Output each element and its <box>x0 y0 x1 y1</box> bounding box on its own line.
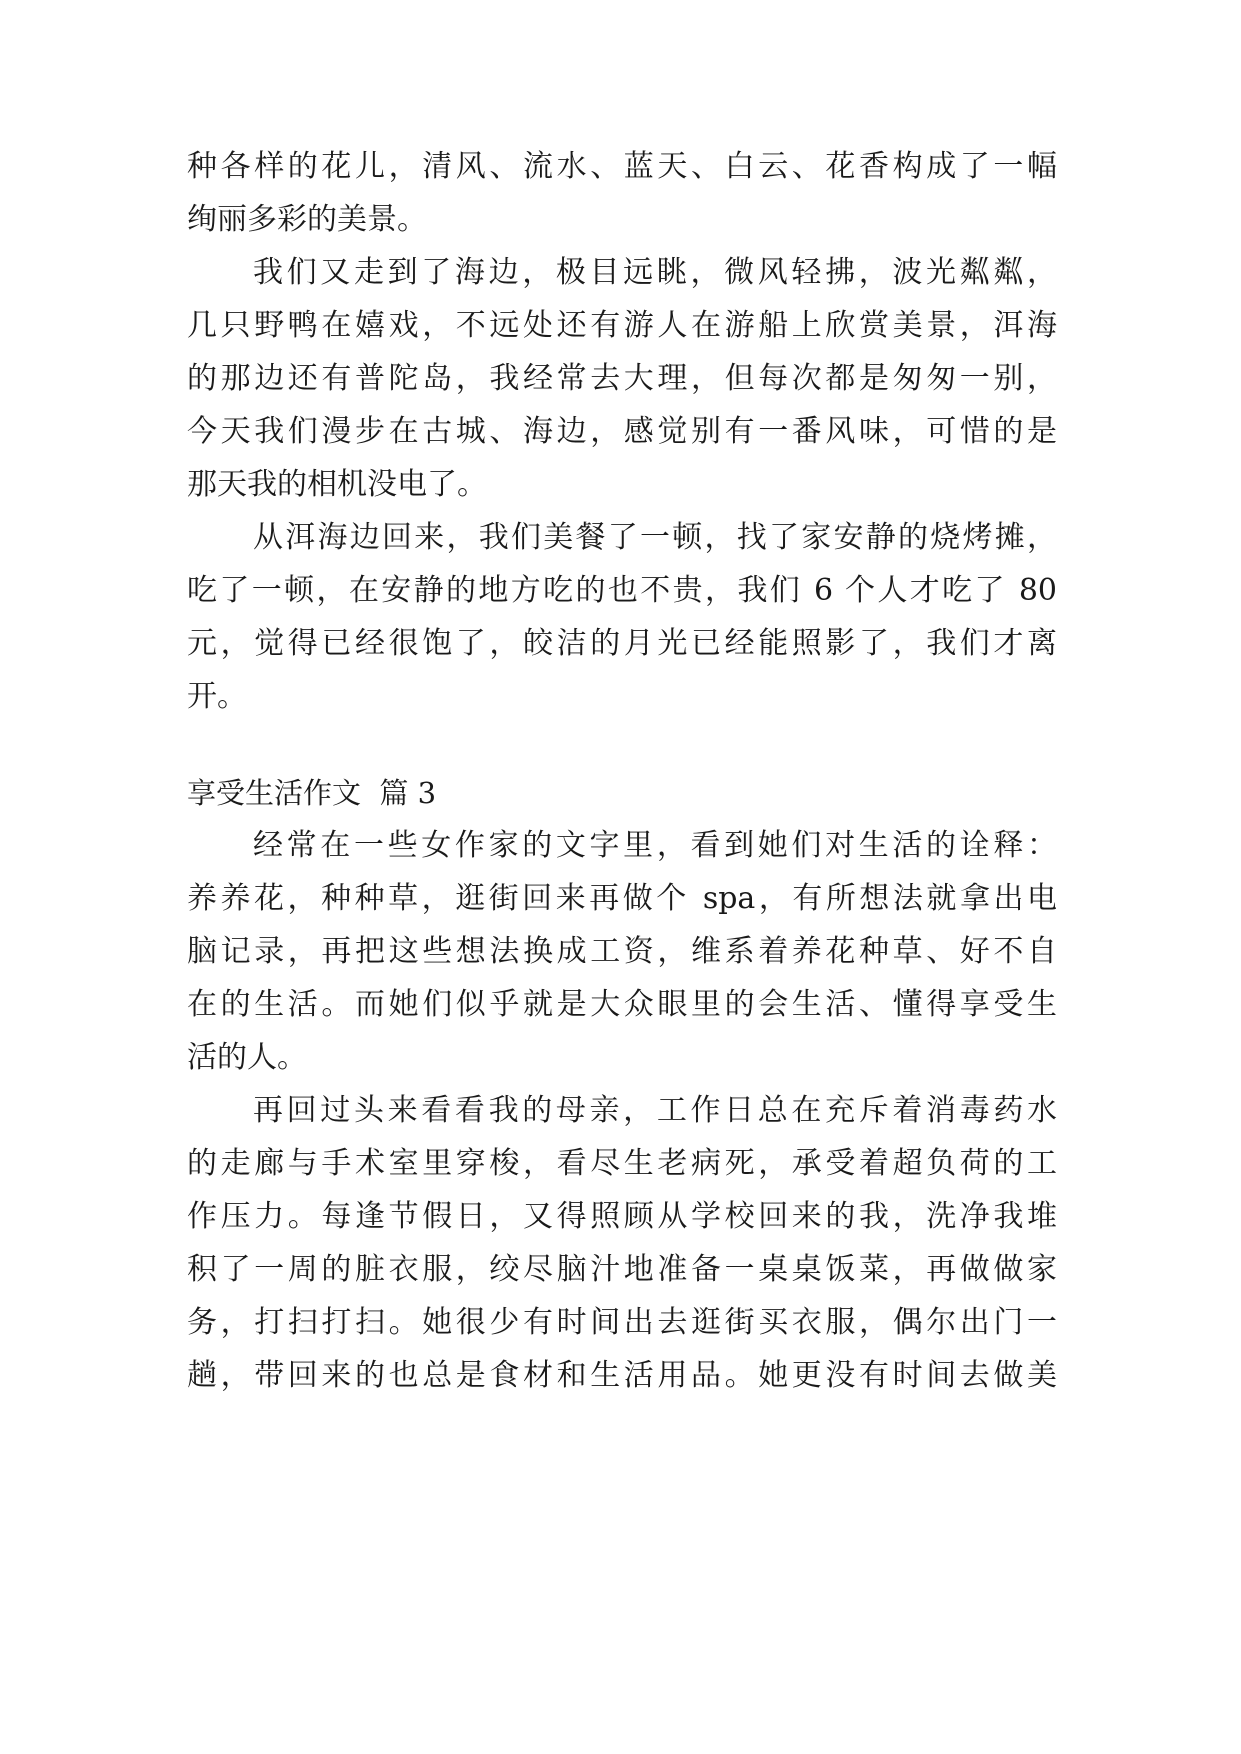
paragraph-line: 务，打扫打扫。她很少有时间出去逛街买衣服，偶尔出门一 <box>187 1305 1057 1340</box>
paragraph-line: 从洱海边回来，我们美餐了一顿，找了家安静的烧烤摊， <box>253 520 1057 555</box>
paragraph-line: 的那边还有普陀岛，我经常去大理，但每次都是匆匆一别， <box>187 361 1057 396</box>
section-heading: 享受生活作文 篇 3 <box>187 776 437 810</box>
paragraph-line: 趟，带回来的也总是食材和生活用品。她更没有时间去做美 <box>187 1358 1057 1393</box>
paragraph-line: 元，觉得已经很饱了，皎洁的月光已经能照影了，我们才离 <box>187 626 1057 661</box>
paragraph-line: 绚丽多彩的美景。 <box>187 202 427 237</box>
paragraph-line: 的走廊与手术室里穿梭，看尽生老病死，承受着超负荷的工 <box>187 1146 1057 1181</box>
paragraph-line: 在的生活。而她们似乎就是大众眼里的会生活、懂得享受生 <box>187 987 1057 1022</box>
paragraph-line: 脑记录，再把这些想法换成工资，维系着养花种草、好不自 <box>187 934 1057 969</box>
paragraph-line: 今天我们漫步在古城、海边，感觉别有一番风味，可惜的是 <box>187 414 1057 449</box>
paragraph-line: 几只野鸭在嬉戏，不远处还有游人在游船上欣赏美景，洱海 <box>187 308 1057 343</box>
paragraph-line: 那天我的相机没电了。 <box>187 467 487 502</box>
paragraph-line: 养养花，种种草，逛街回来再做个 spa，有所想法就拿出电 <box>187 881 1057 916</box>
paragraph-line: 再回过头来看看我的母亲，工作日总在充斥着消毒药水 <box>253 1093 1057 1128</box>
paragraph-line: 种各样的花儿，清风、流水、蓝天、白云、花香构成了一幅 <box>187 149 1057 184</box>
paragraph-line: 吃了一顿，在安静的地方吃的也不贵，我们 6 个人才吃了 80 <box>187 573 1057 608</box>
paragraph-line: 作压力。每逢节假日，又得照顾从学校回来的我，洗净我堆 <box>187 1199 1057 1234</box>
paragraph-line: 积了一周的脏衣服，绞尽脑汁地准备一桌桌饭菜，再做做家 <box>187 1252 1057 1287</box>
paragraph-line: 开。 <box>187 679 247 714</box>
paragraph-line: 经常在一些女作家的文字里，看到她们对生活的诠释： <box>253 828 1057 863</box>
paragraph-line: 我们又走到了海边，极目远眺，微风轻拂，波光粼粼， <box>253 255 1057 290</box>
paragraph-line: 活的人。 <box>187 1040 307 1075</box>
